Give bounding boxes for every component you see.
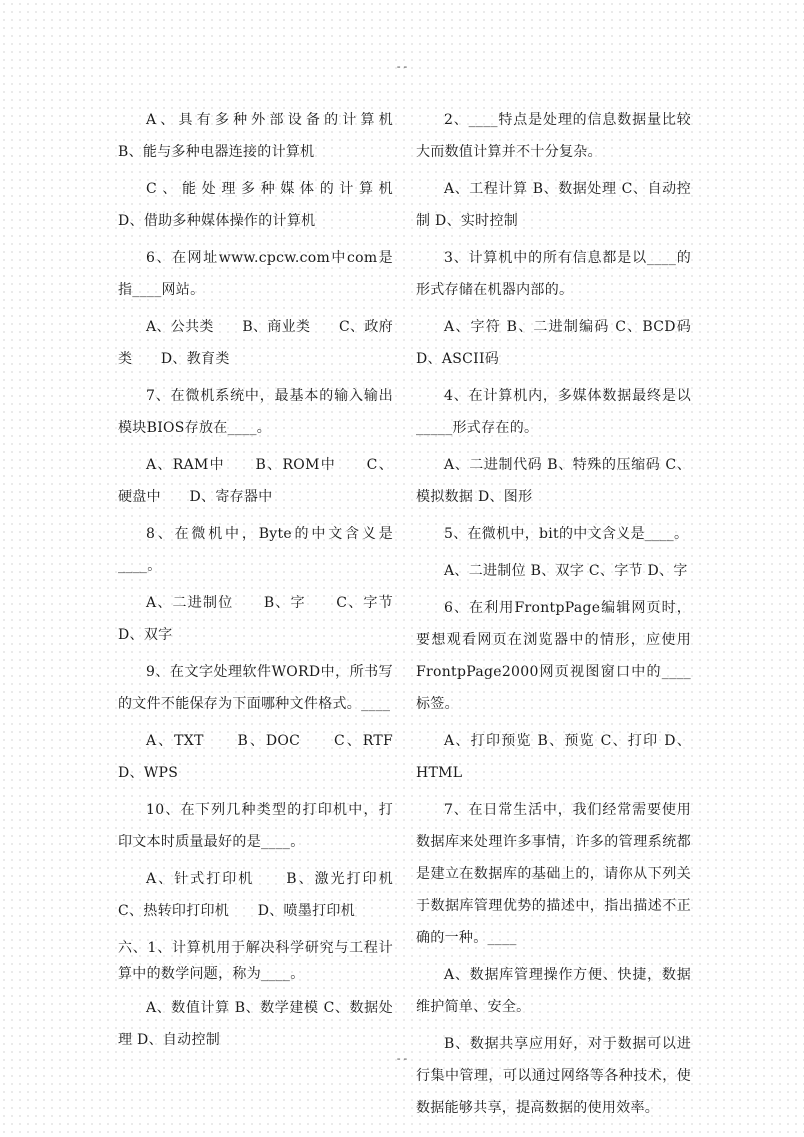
question-paragraph: 7、在微机系统中，最基本的输入输出模块BIOS存放在____。	[118, 388, 393, 436]
question-paragraph: A、数据库管理操作方便、快捷，数据维护简单、安全。	[416, 967, 691, 1015]
left-column	[118, 104, 436, 1061]
page-marker-top: --	[395, 60, 409, 73]
question-paragraph: A、二进制位 B、双字 C、字节 D、字	[444, 563, 688, 579]
question-paragraph: 4、在计算机内，多媒体数据最终是以_____形式存在的。	[416, 388, 691, 436]
question-paragraph: B、数据共享应用好，对于数据可以进行集中管理，可以通过网络等各种技术，使数据能够共享，提高数据的使用效率。	[416, 1036, 691, 1116]
question-paragraph: A、公共类 B、商业类 C、政府类 D、教育类	[118, 319, 393, 367]
question-paragraph: A、具有多种外部设备的计算机 B、能与多种电器连接的计算机	[118, 112, 436, 160]
question-paragraph: 6、在网址www.cpcw.com中com是指____网站。	[118, 250, 393, 298]
question-paragraph: A、工程计算 B、数据处理 C、自动控制 D、实时控制	[416, 181, 691, 229]
question-paragraph: 9、在文字处理软件WORD中，所书写的文件不能保存为下面哪种文件格式。____	[118, 664, 393, 712]
question-paragraph: A、二进制位 B、字 C、字节 D、双字	[118, 595, 422, 643]
question-paragraph: 2、____特点是处理的信息数据量比较大而数值计算并不十分复杂。	[416, 112, 691, 160]
question-paragraph: 7、在日常生活中，我们经常需要使用数据库来处理许多事情，许多的管理系统都是建立在数据库的基础上的，请你从下列关于数据库管理优势的描述中，指出描述不正确的一种。____	[416, 802, 691, 946]
question-paragraph: A、二进制代码 B、特殊的压缩码 C、模拟数据 D、图形	[416, 457, 691, 505]
question-paragraph: A、针式打印机 B、激光打印机 C、热转印打印机 D、喷墨打印机	[118, 871, 422, 919]
question-paragraph: 8、在微机中，Byte的中文含义是____。	[118, 526, 393, 574]
question-paragraph: 3、计算机中的所有信息都是以____的形式存储在机器内部的。	[416, 250, 691, 298]
page-marker-bottom: --	[395, 1052, 409, 1065]
question-paragraph: A、数值计算 B、数学建模 C、数据处理 D、自动控制	[118, 1000, 393, 1048]
question-paragraph: A、字符 B、二进制编码 C、BCD码 D、ASCII码	[416, 319, 691, 367]
question-paragraph: 6、在利用FrontpPage编辑网页时，要想观看网页在浏览器中的情形，应使用FrontpPage2000网页视图窗口中的____标签。	[416, 600, 691, 712]
right-column	[416, 104, 691, 1129]
question-paragraph: A、打印预览 B、预览 C、打印 D、HTML	[416, 733, 691, 781]
question-paragraph: A、RAM中 B、ROM中 C、硬盘中 D、寄存器中	[118, 457, 393, 505]
question-paragraph: A、TXT B、DOC C、RTF D、WPS	[118, 733, 422, 781]
question-paragraph: 5、在微机中，bit的中文含义是____。	[444, 526, 689, 542]
question-paragraph: C、能处理多种媒体的计算机 D、借助多种媒体操作的计算机	[118, 181, 436, 229]
question-paragraph: 10、在下列几种类型的打印机中，打印文本时质量最好的是____。	[118, 802, 393, 850]
section-heading-paragraph: 六、1、计算机用于解决科学研究与工程计算中的数学问题，称为____。	[118, 940, 393, 982]
